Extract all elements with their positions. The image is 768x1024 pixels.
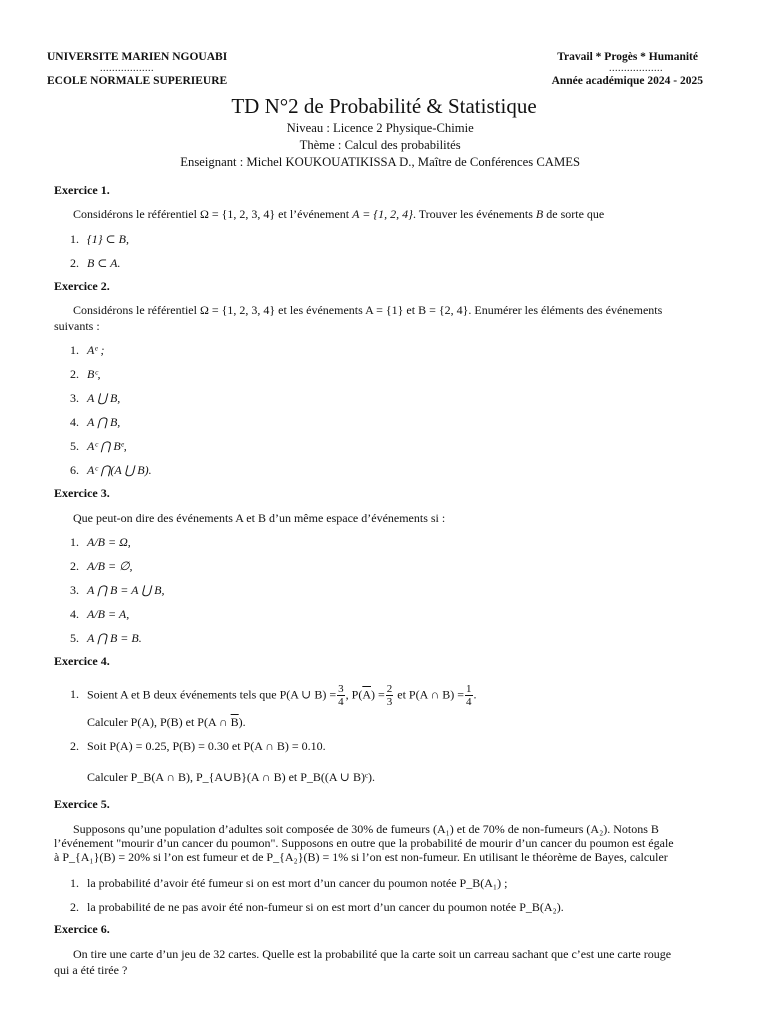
list-item: [70, 630, 142, 646]
exercise-6-line1: On tire une carte d’un jeu de 32 cartes. Quelle est la probabilité que la carte soit un carreau sachant que c’est une carte rouge: [73, 947, 672, 961]
fraction: [465, 683, 473, 708]
exercise-4-calc-1: [87, 714, 246, 730]
header-dots-left: ..................: [100, 63, 154, 74]
item-text: Soit P(A) = 0.25, P(B) = 0.30 et P(A ∩ B) = 0.10.: [87, 739, 326, 753]
item-number: 2.: [70, 559, 79, 573]
item-number: 1.: [70, 535, 79, 549]
ex4-item1-f: .: [473, 687, 477, 702]
ex4-item1-a: Soient A et B deux événements tels que P(A ∪ B) =: [87, 687, 337, 702]
exercise-5-line1: Supposons qu’une population d’adultes soit composée de 30% de fumeurs (A₁) et de 70% de non-fumeurs (A₂). Notons B: [73, 822, 659, 836]
list-item: [70, 390, 120, 406]
item-number: 2.: [70, 256, 79, 270]
item-text: A/B = ∅,: [87, 559, 133, 573]
exercise-4-title: Exercice 4.: [54, 654, 110, 668]
fraction: [337, 683, 345, 708]
ex4-item1-c: $\overline{A}$: [362, 687, 371, 702]
item-number: 1.: [70, 876, 79, 890]
exercise-5-line3: à P_{A₁}(B) = 20% si l’on est fumeur et de P_{A₂}(B) = 1% si l’on est non-fumeur. En utilisant le théorème de Bayes, calculer: [54, 850, 668, 864]
item-number: 6.: [70, 463, 79, 477]
denominator: 4: [466, 696, 472, 708]
theme: Thème : Calcul des probabilités: [299, 138, 461, 152]
list-item: [70, 414, 120, 430]
enseignant: Enseignant : Michel KOUKOUATIKISSA D., Maître de Conférences CAMES: [180, 155, 581, 169]
ex4-calc-a: Calculer P(A), P(B) et P(A ∩: [87, 715, 231, 729]
item-text: B ⊂ A.: [87, 256, 121, 270]
item-text: A/B = Ω,: [87, 535, 131, 549]
exercise-2-intro-line1: Considérons le référentiel Ω = {1, 2, 3, 4} et les événements A = {1} et B = {2, 4}. Enumérer les éléments des événements: [73, 303, 663, 317]
ex1-intro-e: de sorte que: [543, 207, 605, 221]
fraction: [386, 683, 394, 708]
ex4-calc-b: $\overline{B}$: [230, 715, 239, 729]
item-text: A ⋂ B = A ⋃ B,: [87, 583, 165, 597]
item-text: A ⋃ B,: [87, 391, 121, 405]
item-number: 3.: [70, 583, 79, 597]
item-number: 1.: [70, 343, 79, 357]
item-text: Aᵉ ;: [87, 343, 105, 357]
exercise-1-title: Exercice 1.: [54, 183, 110, 197]
item-number: 4.: [70, 415, 79, 429]
item-number: 2.: [70, 367, 79, 381]
ex4-item1-d: ) =: [370, 687, 385, 702]
list-item: [70, 255, 121, 271]
university-name: UNIVERSITE MARIEN NGOUABI: [47, 51, 228, 63]
exercise-4-calc-2: Calculer P_B(A ∩ B), P_{A∪B}(A ∩ B) et P_B((A ∪ B)ᶜ).: [87, 770, 376, 784]
item-number: 5.: [70, 631, 79, 645]
niveau: Niveau : Licence 2 Physique-Chimie: [286, 121, 474, 135]
ex1-intro-b: A = {1, 2, 4}: [352, 207, 413, 221]
ex1-intro-d: B: [535, 207, 544, 221]
list-item: [70, 606, 129, 622]
list-item: [70, 438, 127, 454]
item-text: Aᶜ ⋂ Bᵉ,: [87, 439, 127, 453]
list-item: [70, 366, 100, 382]
item-number: 4.: [70, 607, 79, 621]
list-item: [70, 875, 507, 891]
list-item: [70, 342, 104, 358]
numerator: 2: [386, 683, 393, 695]
exercise-3-title: Exercice 3.: [54, 486, 110, 500]
item-number: 5.: [70, 439, 79, 453]
item-number: 2.: [70, 739, 79, 753]
item-text: {1} ⊂ B,: [87, 232, 129, 246]
item-text: Bᶜ,: [87, 367, 101, 381]
item-number: 2.: [70, 900, 79, 914]
academic-year: Année académique 2024 - 2025: [551, 75, 703, 87]
item-number: 1.: [70, 687, 79, 702]
ex4-calc-c: ).: [238, 715, 246, 729]
ex4-item1-b: , P(: [345, 687, 363, 702]
item-text: Aᶜ ⋂(A ⋃ B).: [87, 463, 152, 477]
list-item: [70, 683, 477, 708]
list-item: [70, 582, 164, 598]
ex1-intro-c: . Trouver les événements: [412, 207, 536, 221]
motto: Travail * Progès * Humanité: [557, 51, 698, 63]
exercise-5-line2: l’événement "mourir d’un cancer du poumon". Supposons en outre que la probabilité de mourir d’un cancer du poumon est égale: [54, 836, 674, 850]
item-text: A ⋂ B = B.: [87, 631, 142, 645]
ex1-intro-a: Considérons le référentiel Ω = {1, 2, 3, 4} et l’événement: [73, 207, 353, 221]
document-title: TD N°2 de Probabilité & Statistique: [231, 94, 537, 118]
header-dots-right: ..................: [609, 63, 663, 74]
exercise-3-intro: Que peut-on dire des événements A et B d’un même espace d’événements si :: [73, 511, 446, 525]
item-text: A/B = A,: [87, 607, 130, 621]
item-text: la probabilité d’avoir été fumeur si on est mort d’un cancer du poumon notée P_B(A₁) ;: [87, 876, 508, 890]
exercise-6-title: Exercice 6.: [54, 922, 110, 936]
exercise-1-intro: [73, 206, 604, 222]
exercise-6-line2: qui a été tirée ?: [54, 963, 128, 977]
item-number: 1.: [70, 232, 79, 246]
list-item: [70, 558, 133, 574]
ex4-item1-e: et P(A ∩ B) =: [394, 687, 465, 702]
numerator: 1: [466, 683, 472, 695]
item-text: A ⋂ B,: [87, 415, 121, 429]
exercise-2-title: Exercice 2.: [54, 279, 110, 293]
numerator: 3: [338, 683, 344, 695]
list-item: [70, 462, 152, 478]
list-item: [70, 534, 131, 550]
denominator: 4: [338, 696, 344, 708]
list-item: [70, 231, 129, 247]
school-name: ECOLE NORMALE SUPERIEURE: [47, 75, 228, 87]
denominator: 3: [386, 696, 393, 708]
item-number: 3.: [70, 391, 79, 405]
list-item: [70, 899, 564, 915]
list-item: [70, 738, 326, 754]
item-text: la probabilité de ne pas avoir été non-fumeur si on est mort d’un cancer du poumon notée P_B(A₂).: [87, 900, 564, 914]
exercise-2-intro-line2: suivants :: [54, 319, 100, 333]
exercise-5-title: Exercice 5.: [54, 797, 110, 811]
